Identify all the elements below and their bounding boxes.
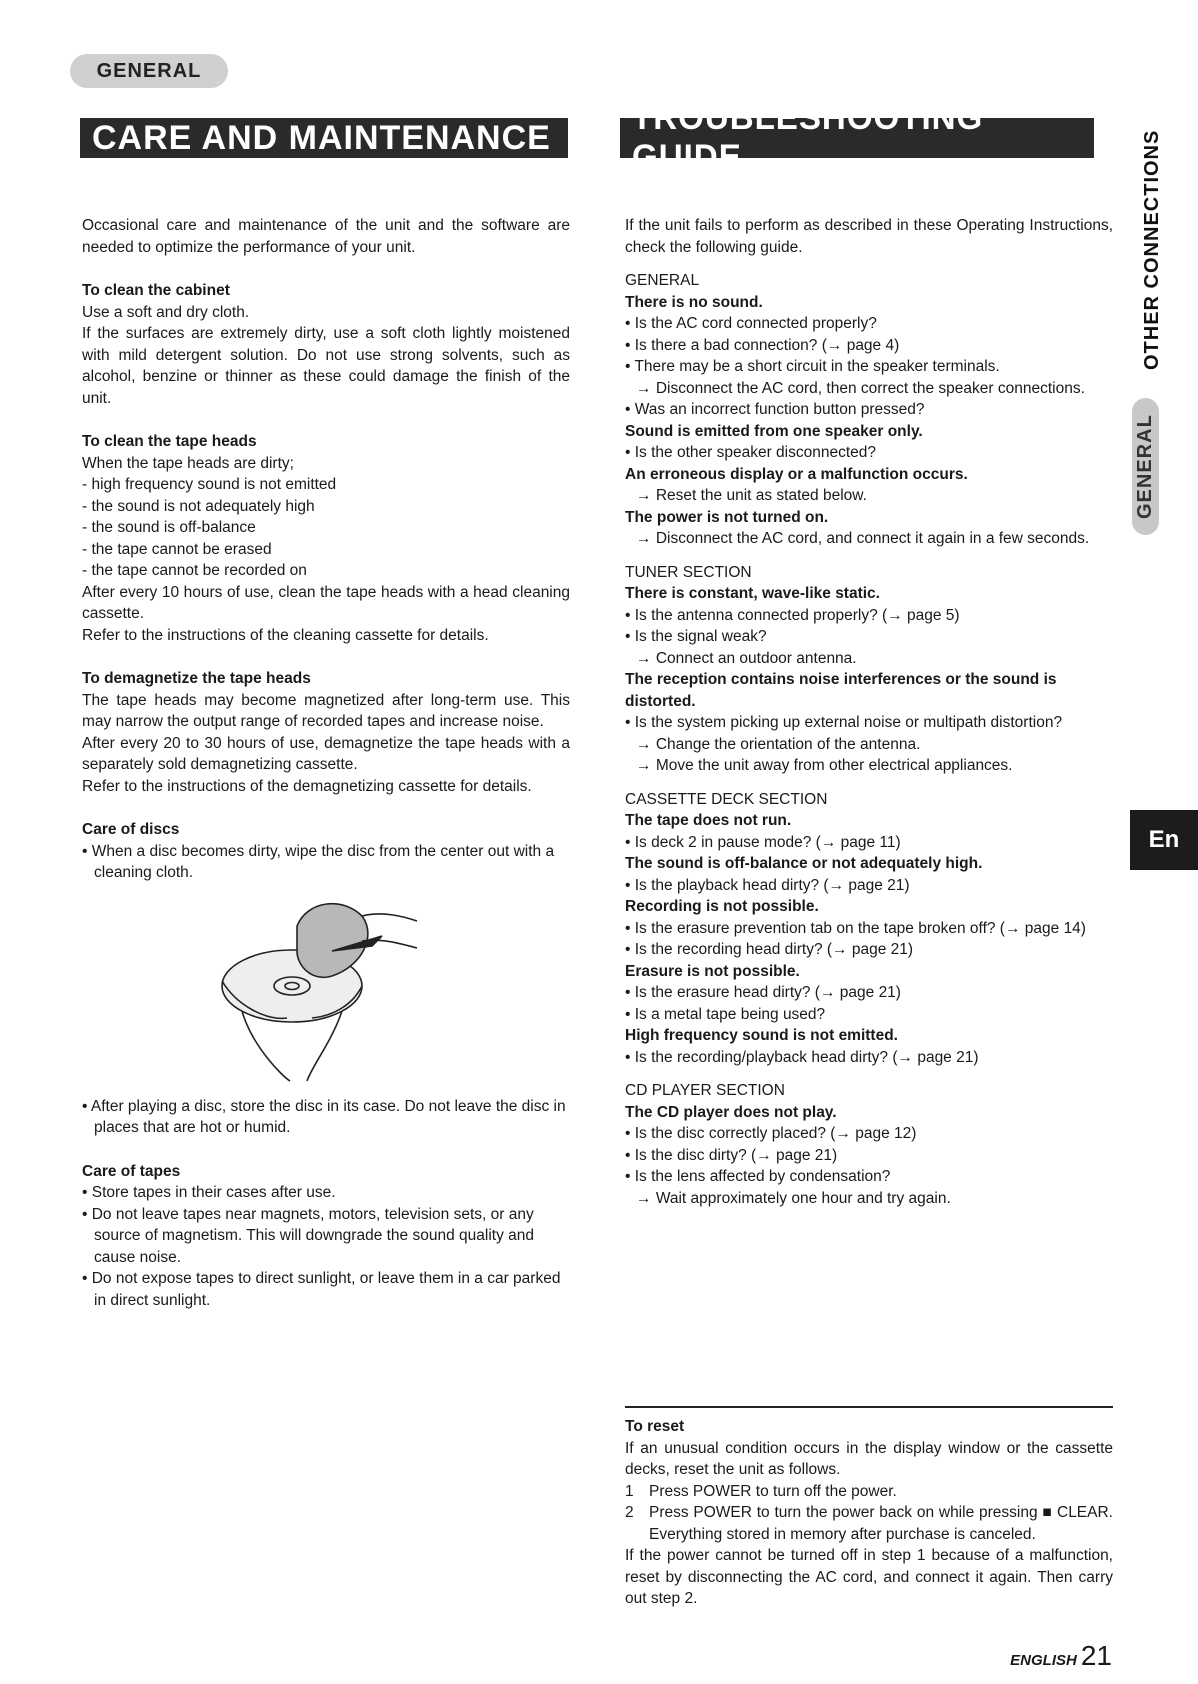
troubleshooting-banner: TROUBLESHOOTING GUIDE [620,118,1094,158]
tape-heads-heading: To clean the tape heads [82,433,257,450]
tapes-bullet-3: • Do not expose tapes to direct sunlight, or leave them in a car parked in direct sunlight. [82,1268,570,1311]
discs-bullet-1: • When a disc becomes dirty, wipe the disc from the center out with a cleaning cloth. [82,841,570,884]
step-number: 1 [625,1482,634,1500]
discs-bullet-2: • After playing a disc, store the disc in its case. Do not leave the disc in places that are hot or humid. [82,1096,570,1139]
remedy-item: → Reset the unit as stated below. [625,485,1113,507]
demagnetize-heading: To demagnetize the tape heads [82,670,311,687]
troubleshooting-column [625,215,1113,1209]
tuner-section-title: TUNER SECTION [625,563,752,581]
cabinet-heading: To clean the cabinet [82,282,230,299]
symptom: An erroneous display or a malfunction occurs. [625,465,968,483]
remedy-item: → Change the orientation of the antenna. [625,734,1113,756]
check-item: • Is the signal weak? [625,626,1113,648]
tape-heads-item: - the sound is not adequately high [82,497,315,515]
language-tab: En [1130,810,1198,870]
check-item: • Is the recording head dirty? (→ page 21) [625,939,1113,961]
symptom: Sound is emitted from one speaker only. [625,422,923,440]
demagnetize-text-2: After every 20 to 30 hours of use, demagnetize the tape heads with a separately sold demagnetizing cassette. [82,734,570,773]
tape-heads-item: - the tape cannot be recorded on [82,562,307,579]
symptom: The sound is off-balance or not adequately high. [625,855,983,872]
symptom: There is no sound. [625,293,763,311]
check-item: • Is the antenna connected properly? (→ page 5) [625,605,1113,627]
check-item: • Is a metal tape being used? [625,1004,1113,1026]
trouble-intro: If the unit fails to perform as described in these Operating Instructions, check the following guide. [625,217,1113,256]
step-number: 2 [625,1504,634,1521]
section-tag: GENERAL [70,54,228,88]
cd-section-title: CD PLAYER SECTION [625,1082,785,1099]
remedy-item: → Disconnect the AC cord, and connect it again in a few seconds. [625,528,1113,550]
care-intro: Occasional care and maintenance of the unit and the software are needed to optimize the performance of your unit. [82,217,570,256]
reset-heading: To reset [625,1418,685,1435]
reset-outro: If the power cannot be turned off in step 1 because of a malfunction, reset by disconnecting the AC cord, and connect it again. Then carry out step 2. [625,1547,1113,1607]
check-item: • Is the other speaker disconnected? [625,442,1113,464]
reset-step-1 [625,1481,1113,1503]
remedy-item: → Disconnect the AC cord, then correct the speaker connections. [625,378,1113,400]
step-text: Press POWER to turn off the power. [649,1482,897,1500]
tape-heads-item: - the sound is off-balance [82,519,256,536]
check-item: • Is deck 2 in pause mode? (→ page 11) [625,832,1113,854]
check-item: • Is the disc dirty? (→ page 21) [625,1145,1113,1167]
care-column [82,215,570,1311]
tapes-heading: Care of tapes [82,1162,181,1180]
remedy-item: → Connect an outdoor antenna. [625,648,1113,670]
reset-intro: If an unusual condition occurs in the display window or the cassette decks, reset the unit as follows. [625,1439,1113,1478]
reset-step-2 [625,1502,1113,1545]
footer-language: ENGLISH [1010,1652,1077,1669]
tapes-bullet-2: • Do not leave tapes near magnets, motors, television sets, or any source of magnetism. This will downgrade the sound quality and cause noise. [82,1204,570,1269]
check-item: • Was an incorrect function button pressed? [625,399,1113,421]
general-side-label: GENERAL [1132,398,1159,535]
tape-heads-item: - high frequency sound is not emitted [82,476,337,493]
general-section-title: GENERAL [625,272,700,289]
check-item: • Is the recording/playback head dirty? (→ page 21) [625,1047,1113,1069]
tape-heads-item: - the tape cannot be erased [82,540,272,558]
step-text: Press POWER to turn the power back on while pressing ■ CLEAR. Everything stored in memory after purchase is canceled. [649,1504,1113,1543]
care-maintenance-banner: CARE AND MAINTENANCE [80,118,568,158]
symptom: High frequency sound is not emitted. [625,1027,898,1044]
check-item: • Is the erasure head dirty? (→ page 21) [625,982,1113,1004]
symptom: The power is not turned on. [625,508,829,526]
other-connections-side-label: OTHER CONNECTIONS [1141,129,1163,370]
page-number: 21 [1080,1640,1112,1671]
cabinet-text-1: Use a soft and dry cloth. [82,303,250,321]
symptom: The reception contains noise interferences or the sound is distorted. [625,671,1057,710]
reset-box [625,1406,1113,1610]
tapes-bullet-1: • Store tapes in their cases after use. [82,1182,570,1204]
symptom: Erasure is not possible. [625,962,800,980]
check-item: • Is the lens affected by condensation? [625,1166,1113,1188]
remedy-item: → Move the unit away from other electrical appliances. [625,755,1113,777]
disc-cleaning-illustration [212,896,422,1086]
check-item: • Is there a bad connection? (→ page 4) [625,335,1113,357]
cabinet-text-2: If the surfaces are extremely dirty, use a soft cloth lightly moistened with mild detergent solution. Do not use strong solvents, such as alcohol, benzine or thinner as these could damage the finish of the unit. [82,325,570,407]
tape-heads-after: After every 10 hours of use, clean the tape heads with a head cleaning cassette. [82,583,570,622]
remedy-item: → Wait approximately one hour and try again. [625,1188,1113,1210]
discs-heading: Care of discs [82,821,180,838]
tape-heads-refer: Refer to the instructions of the cleaning cassette for details. [82,626,489,644]
demagnetize-text-3: Refer to the instructions of the demagnetizing cassette for details. [82,777,532,795]
check-item: • There may be a short circuit in the speaker terminals. [625,356,1113,378]
check-item: • Is the disc correctly placed? (→ page 12) [625,1123,1113,1145]
demagnetize-text-1: The tape heads may become magnetized after long-term use. This may narrow the output range of recorded tapes and increase noise. [82,691,570,730]
symptom: There is constant, wave-like static. [625,585,880,602]
symptom: The CD player does not play. [625,1103,837,1121]
tape-heads-intro: When the tape heads are dirty; [82,454,294,472]
symptom: Recording is not possible. [625,898,819,915]
page-footer [1010,1640,1112,1672]
reset-divider [625,1406,1113,1408]
check-item: • Is the playback head dirty? (→ page 21) [625,875,1113,897]
check-item: • Is the AC cord connected properly? [625,313,1113,335]
check-item: • Is the system picking up external noise or multipath distortion? [625,712,1113,734]
symptom: The tape does not run. [625,812,792,829]
check-item: • Is the erasure prevention tab on the tape broken off? (→ page 14) [625,918,1113,940]
cassette-section-title: CASSETTE DECK SECTION [625,790,828,808]
